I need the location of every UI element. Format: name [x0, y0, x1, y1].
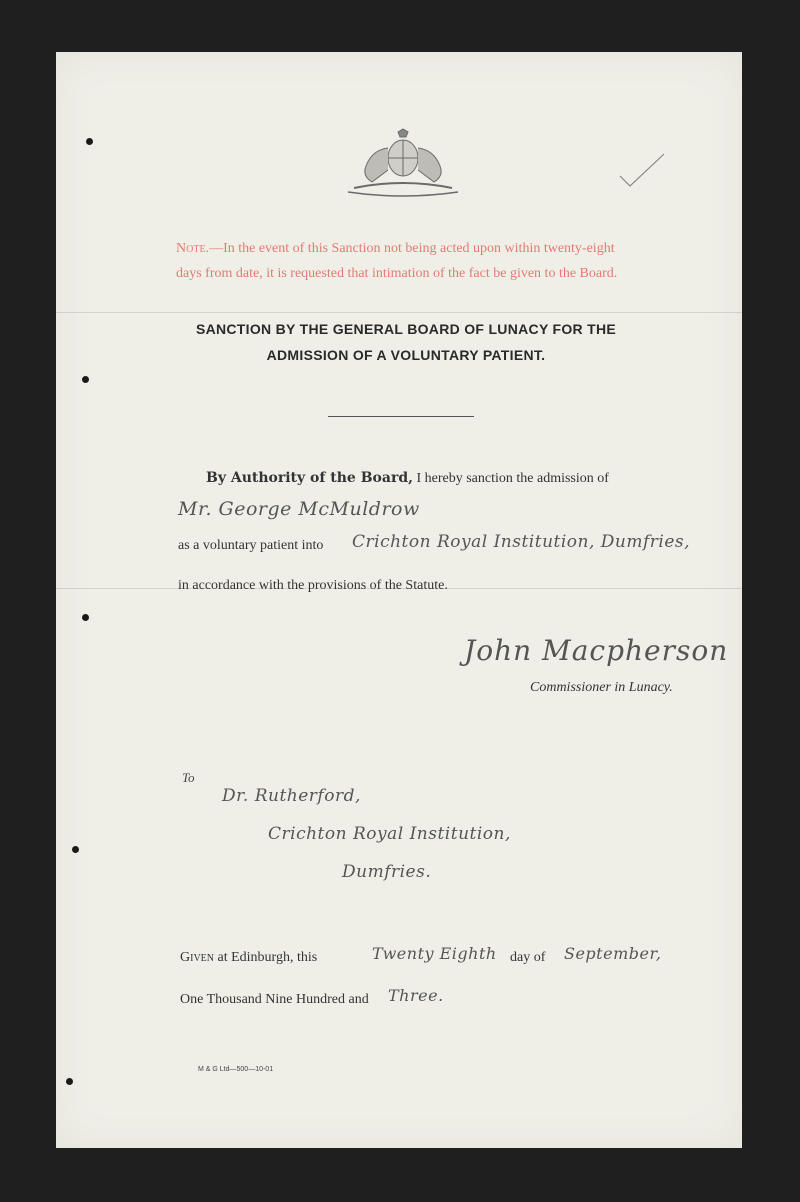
addressee-town: Dumfries.: [342, 862, 432, 882]
royal-crest-icon: [344, 128, 462, 198]
given-label: Given: [180, 950, 214, 965]
binding-hole: [72, 846, 79, 853]
addressee-name: Dr. Rutherford,: [222, 786, 361, 806]
fold-line: [56, 312, 742, 313]
signature-title: Commissioner in Lunacy.: [530, 680, 673, 695]
authority-line: [206, 470, 609, 487]
day-of-label: day of: [510, 950, 546, 965]
note-text: [176, 236, 636, 286]
authority-lead: By Authority of the Board,: [206, 470, 413, 486]
document-sheet: [56, 52, 742, 1148]
binding-hole: [82, 614, 89, 621]
given-year: Three.: [388, 986, 444, 1005]
binding-hole: [82, 376, 89, 383]
patient-prefix: as a voluntary patient into: [178, 538, 324, 553]
patient-name: Mr. George McMuldrow: [178, 498, 420, 520]
patient-institution: Crichton Royal Institution, Dumfries,: [352, 532, 691, 552]
binding-hole: [66, 1078, 73, 1085]
divider: [328, 416, 474, 417]
given-month: September,: [564, 944, 662, 963]
given-place: at Edinburgh, this: [217, 950, 318, 965]
printer-mark: M & G Ltd—500—10-01: [198, 1066, 274, 1073]
statute-text: in accordance with the provisions of the Statute.: [178, 578, 448, 593]
checkmark-icon: [618, 152, 668, 188]
note-body: —In the event of this Sanction not being acted upon within twenty-eight days from date, it is requested that intimation of the fact be given to the Board.: [176, 241, 618, 281]
note-label: Note.: [176, 241, 210, 256]
commissioner-signature: John Macpherson: [464, 634, 729, 667]
given-day: Twenty Eighth: [372, 944, 497, 963]
given-line: [180, 950, 317, 966]
title-line-1: SANCTION BY THE GENERAL BOARD OF LUNACY FOR THE: [195, 321, 617, 337]
to-label: To: [182, 770, 195, 785]
document-title: [156, 316, 656, 368]
authority-text: I hereby sanction the admission of: [416, 471, 609, 486]
binding-hole: [86, 138, 93, 145]
year-prefix: One Thousand Nine Hundred and: [180, 992, 369, 1007]
addressee-institution: Crichton Royal Institution,: [268, 824, 511, 844]
title-line-2: ADMISSION OF A VOLUNTARY PATIENT.: [266, 347, 546, 363]
